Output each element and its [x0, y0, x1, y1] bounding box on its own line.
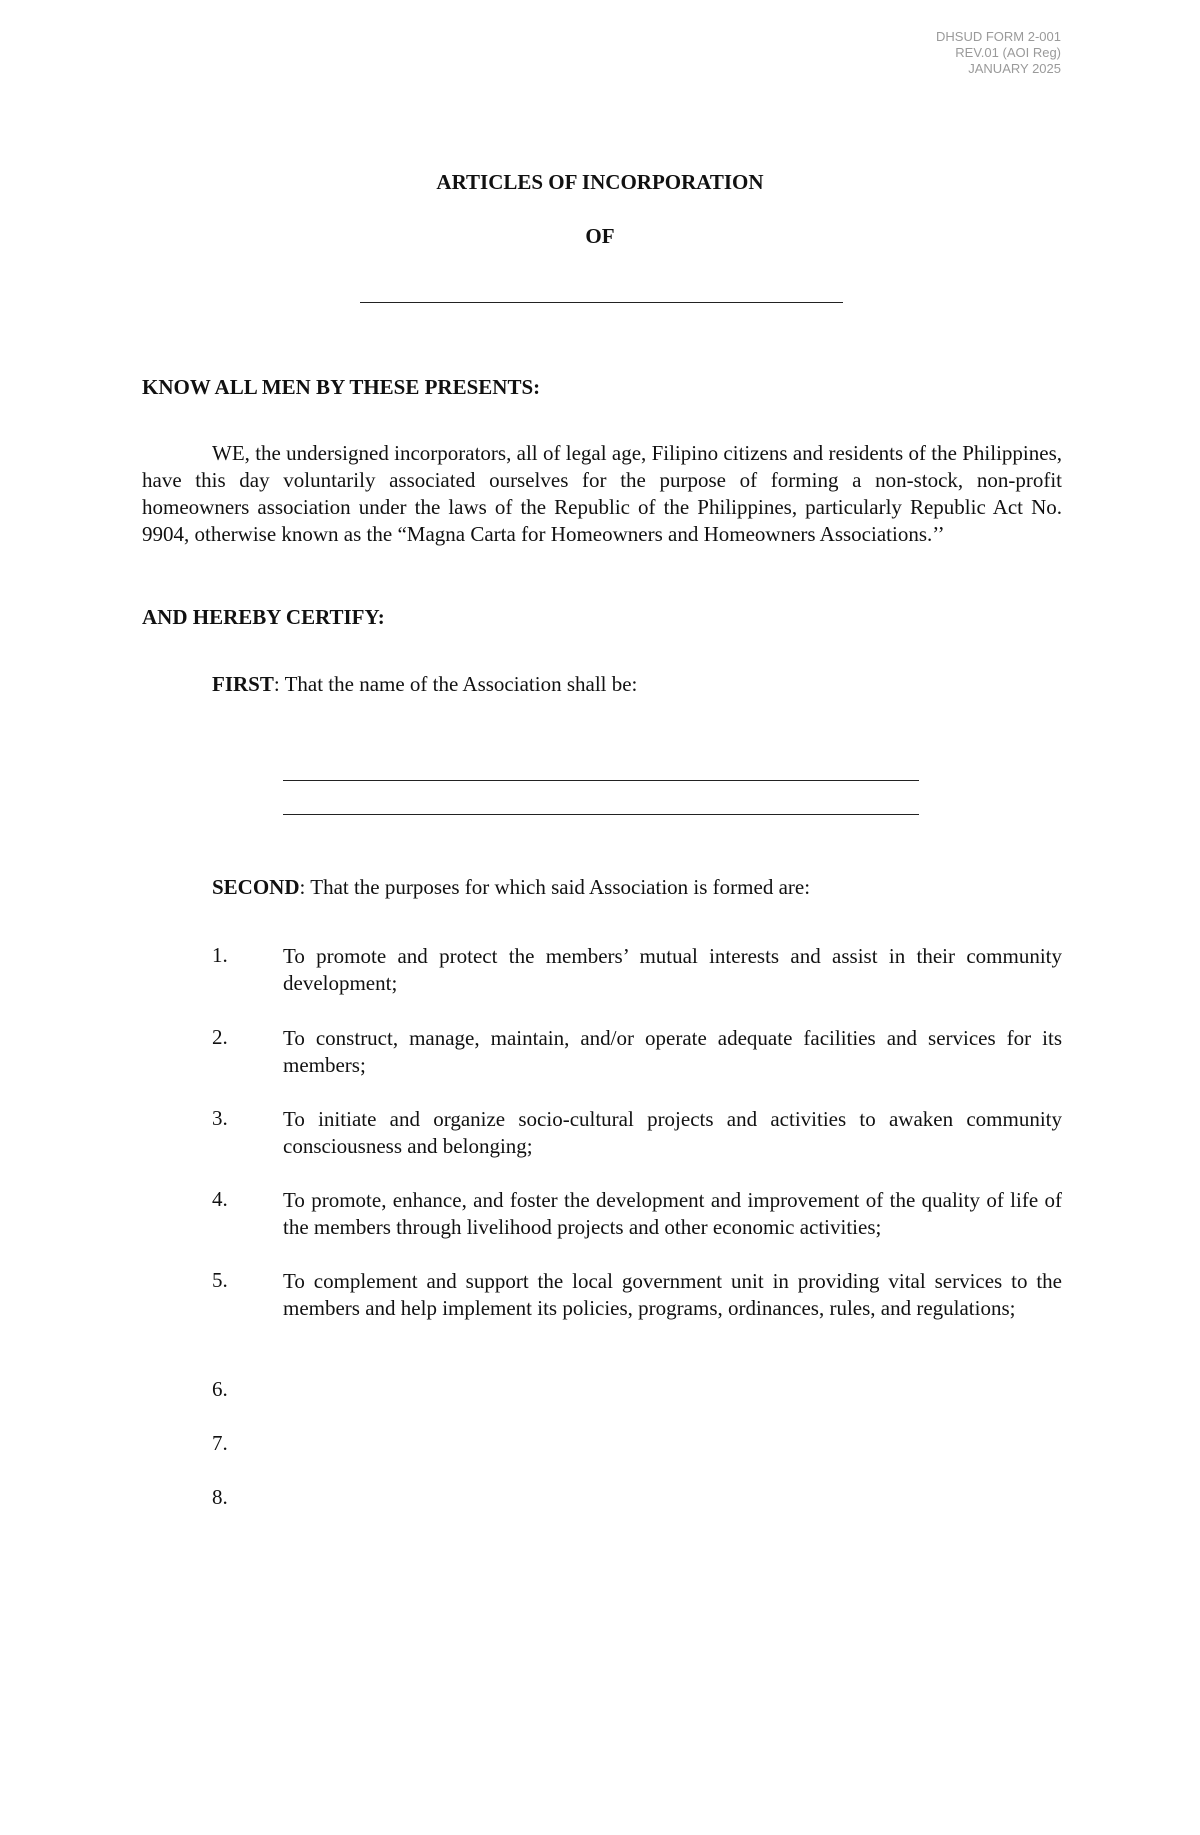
- list-item-number: 3.: [212, 1106, 228, 1130]
- list-item-number: 4.: [212, 1187, 228, 1211]
- document-title: ARTICLES OF INCORPORATION: [436, 170, 764, 194]
- form-date: JANUARY 2025: [968, 61, 1061, 76]
- presents-heading: KNOW ALL MEN BY THESE PRESENTS:: [142, 375, 541, 399]
- form-code-block: [936, 29, 1061, 77]
- name-blank-line-1[interactable]: [283, 780, 919, 781]
- list-item-text: To promote, enhance, and foster the development and improvement of the quality of life of the members through livelihood projects and other economic activities;: [283, 1188, 1062, 1239]
- list-item-number: 2.: [212, 1025, 228, 1049]
- first-label: FIRST: [212, 672, 274, 696]
- first-article: [212, 672, 637, 697]
- certify-heading: AND HEREBY CERTIFY:: [142, 605, 385, 629]
- association-name-blank[interactable]: [360, 302, 843, 303]
- second-label: SECOND: [212, 875, 300, 899]
- list-item-number: 5.: [212, 1268, 228, 1292]
- form-number: DHSUD FORM 2-001: [936, 29, 1061, 44]
- second-article: [212, 875, 810, 900]
- name-blank-line-2[interactable]: [283, 814, 919, 815]
- list-item-text: To complement and support the local government unit in providing vital services to the members and help implement its policies, programs, ordinances, rules, and regulations;: [283, 1269, 1062, 1320]
- form-revision: REV.01 (AOI Reg): [955, 45, 1061, 60]
- list-item-text: To construct, manage, maintain, and/or operate adequate facilities and services for its members;: [283, 1026, 1062, 1077]
- list-item-number: 7.: [212, 1431, 228, 1455]
- list-item-text: To initiate and organize socio-cultural projects and activities to awaken community consciousness and belonging;: [283, 1107, 1062, 1158]
- list-item-number: 6.: [212, 1377, 228, 1401]
- first-text: : That the name of the Association shall be:: [273, 672, 638, 696]
- second-text: : That the purposes for which said Association is formed are:: [299, 875, 811, 899]
- list-item-text: To promote and protect the members’ mutual interests and assist in their community development;: [283, 944, 1062, 995]
- list-item-number: 1.: [212, 943, 228, 967]
- intro-paragraph: WE, the undersigned incorporators, all of legal age, Filipino citizens and residents of the Philippines, have this day voluntarily associated ourselves for the purpose of forming a non-stock, non-profit homeowners association under the laws of the Republic of the Philippines, particularly Republic Act No. 9904, otherwise known as the “Magna Carta for Homeowners and Homeowners Associations.’’: [142, 441, 1062, 546]
- document-title-of: OF: [585, 224, 615, 248]
- list-item-number: 8.: [212, 1485, 228, 1509]
